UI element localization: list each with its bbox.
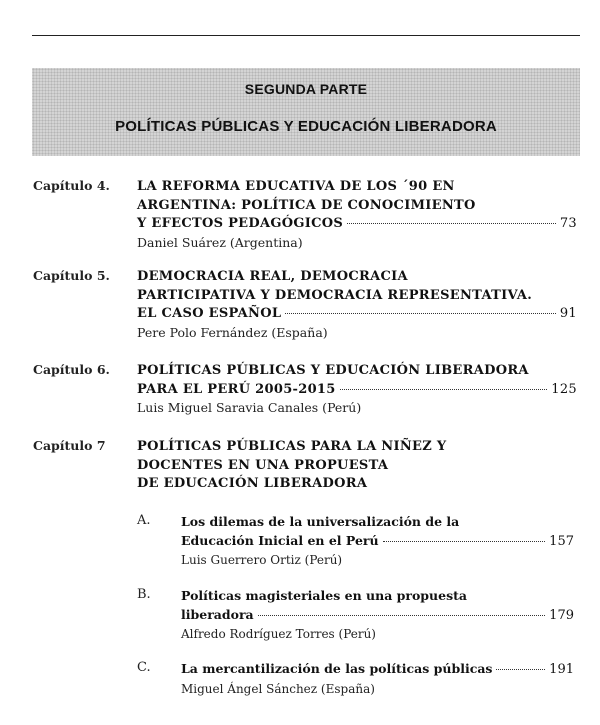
chapter-label: Capítulo 7 <box>33 438 106 453</box>
dot-leader <box>383 541 546 542</box>
subsection-body <box>181 513 574 570</box>
chapter-title-line: DOCENTES EN UNA PROPUESTA <box>137 457 389 473</box>
chapter-title-line-with-page <box>137 215 577 234</box>
dot-leader <box>347 223 556 224</box>
dot-leader <box>285 313 556 314</box>
page-number: 179 <box>549 607 574 623</box>
chapter-body <box>137 362 577 418</box>
chapter-title-line-with-page <box>137 305 577 324</box>
page-number: 157 <box>549 533 574 549</box>
chapter-title-line: PARTICIPATIVA Y DEMOCRACIA REPRESENTATIVA. <box>137 287 533 303</box>
dot-leader <box>340 389 548 390</box>
chapter-body <box>137 438 577 494</box>
part-banner <box>32 68 580 156</box>
subsection-letter: A. <box>137 513 151 528</box>
dot-leader <box>496 669 545 670</box>
subsection-title-text: Educación Inicial en el Perú <box>181 532 379 548</box>
subsection-title-line: Políticas magisteriales en una propuesta <box>181 588 467 603</box>
chapter-label: Capítulo 6. <box>33 362 110 377</box>
chapter-author: Luis Miguel Saravia Canales (Perú) <box>137 400 362 415</box>
top-rule <box>32 35 580 36</box>
subsection-title-line-with-page <box>181 606 574 626</box>
chapter-label: Capítulo 5. <box>33 268 110 283</box>
chapter-title-line: POLÍTICAS PÚBLICAS PARA LA NIÑEZ Y <box>137 439 447 454</box>
chapter-title-text: PARA EL PERÚ 2005-2015 <box>137 381 336 397</box>
chapter-label: Capítulo 4. <box>33 178 110 193</box>
subsection-title-text: La mercantilización de las políticas públicas <box>181 661 493 676</box>
page-number: 73 <box>559 216 577 231</box>
subsection-author: Alfredo Rodríguez Torres (Perú) <box>181 627 376 641</box>
subsection-letter: C. <box>137 660 151 675</box>
chapter-author: Pere Polo Fernández (España) <box>137 324 328 340</box>
subsection-body <box>181 587 574 644</box>
subsection-letter: B. <box>137 587 151 602</box>
subsection-author: Miguel Ángel Sánchez (España) <box>181 681 375 696</box>
chapter-body <box>137 268 577 342</box>
part-heading: SEGUNDA PARTE <box>244 81 368 97</box>
chapter-title-text: EL CASO ESPAÑOL <box>137 306 282 321</box>
chapter-title-line: ARGENTINA: POLÍTICA DE CONOCIMIENTO <box>137 197 476 213</box>
part-theme: POLÍTICAS PÚBLICAS Y EDUCACIÓN LIBERADORA <box>115 118 497 135</box>
page-number: 191 <box>549 662 574 677</box>
dot-leader <box>258 615 546 616</box>
subsection-title-text: liberadora <box>181 606 254 622</box>
subsection-title-line-with-page <box>181 660 574 680</box>
subsection-author: Luis Guerrero Ortiz (Perú) <box>181 553 343 567</box>
subsection-title-line: Los dilemas de la universalización de la <box>181 514 460 529</box>
subsection-body <box>181 660 574 698</box>
chapter-title-line: DE EDUCACIÓN LIBERADORA <box>137 476 368 491</box>
page-number: 91 <box>559 306 577 321</box>
page-number: 125 <box>551 381 577 397</box>
chapter-title-line-with-page <box>137 381 577 400</box>
chapter-title-line: POLÍTICAS PÚBLICAS Y EDUCACIÓN LIBERADORA <box>137 363 529 378</box>
chapter-title-line: LA REFORMA EDUCATIVA DE LOS ´90 EN <box>137 179 455 194</box>
chapter-author: Daniel Suárez (Argentina) <box>137 234 303 250</box>
subsection-title-line-with-page <box>181 532 574 552</box>
chapter-title-text: Y EFECTOS PEDAGÓGICOS <box>137 216 344 231</box>
chapter-body <box>137 178 577 252</box>
chapter-title-line: DEMOCRACIA REAL, DEMOCRACIA <box>137 269 408 284</box>
